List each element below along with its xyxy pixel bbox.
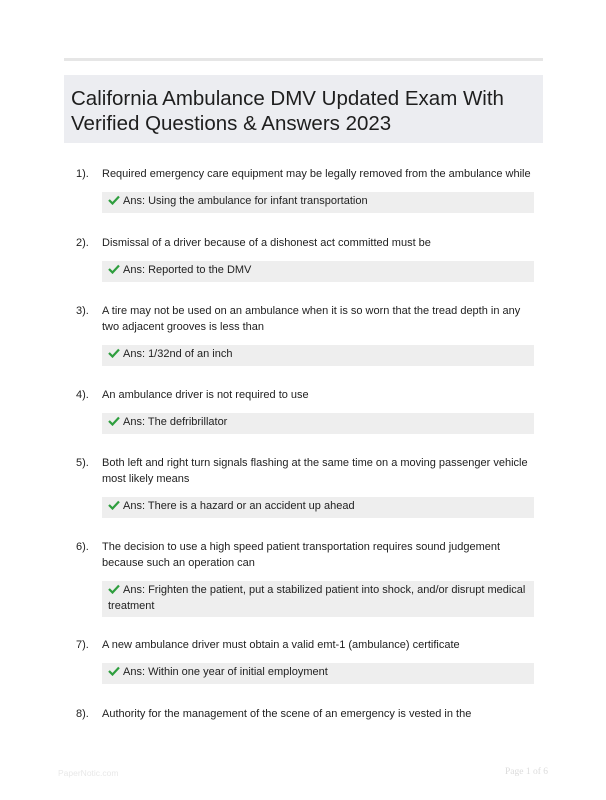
question-number: 1). bbox=[76, 168, 89, 180]
question-number: 7). bbox=[76, 639, 89, 651]
answer-box bbox=[102, 581, 534, 617]
answer-box bbox=[102, 345, 534, 366]
check-icon bbox=[108, 416, 120, 426]
question-number: 5). bbox=[76, 457, 89, 469]
question-number: 4). bbox=[76, 389, 89, 401]
question-text: Authority for the management of the scene of an emergency is vested in the bbox=[102, 708, 472, 720]
question-text: A new ambulance driver must obtain a valid emt-1 (ambulance) certificate bbox=[102, 639, 460, 651]
question-text: An ambulance driver is not required to use bbox=[102, 389, 309, 401]
question-text: The decision to use a high speed patient transportation requires sound judgement because such an operation can bbox=[102, 541, 501, 569]
check-icon bbox=[108, 584, 120, 594]
question-number: 2). bbox=[76, 237, 89, 249]
question-text: Dismissal of a driver because of a dishonest act committed must be bbox=[102, 237, 431, 249]
question-number: 6). bbox=[76, 541, 89, 553]
question-number: 3). bbox=[76, 305, 89, 317]
question-text: A tire may not be used on an ambulance when it is so worn that the tread depth in any two adjacent grooves is less than bbox=[102, 305, 521, 333]
answer-box bbox=[102, 261, 534, 282]
check-icon bbox=[108, 264, 120, 274]
top-rule bbox=[64, 58, 543, 61]
page-number: Page 1 of 6 bbox=[505, 767, 549, 777]
check-icon bbox=[108, 666, 120, 676]
question-text: Both left and right turn signals flashing at the same time on a moving passenger vehicle most likely means bbox=[102, 457, 528, 485]
answer-text: Ans: Frighten the patient, put a stabilized patient into shock, and/or disrupt medical treatment bbox=[108, 584, 526, 612]
answer-box bbox=[102, 497, 534, 518]
answer-text: Ans: Within one year of initial employment bbox=[123, 666, 328, 678]
question-text: Required emergency care equipment may be legally removed from the ambulance while bbox=[102, 168, 531, 180]
check-icon bbox=[108, 195, 120, 205]
check-icon bbox=[108, 500, 120, 510]
check-icon bbox=[108, 348, 120, 358]
footer-watermark: PaperNotic.com bbox=[58, 768, 119, 778]
answer-text: Ans: Reported to the DMV bbox=[123, 264, 252, 276]
answer-text: Ans: The defribrillator bbox=[123, 416, 228, 428]
document-title: California Ambulance DMV Updated Exam With Verified Questions & Answers 2023 bbox=[71, 87, 504, 135]
answer-text: Ans: There is a hazard or an accident up ahead bbox=[123, 500, 355, 512]
answer-box bbox=[102, 413, 534, 434]
answer-box bbox=[102, 663, 534, 684]
answer-text: Ans: 1/32nd of an inch bbox=[123, 348, 233, 360]
answer-text: Ans: Using the ambulance for infant transportation bbox=[123, 195, 368, 207]
answer-box bbox=[102, 192, 534, 213]
question-number: 8). bbox=[76, 708, 89, 720]
